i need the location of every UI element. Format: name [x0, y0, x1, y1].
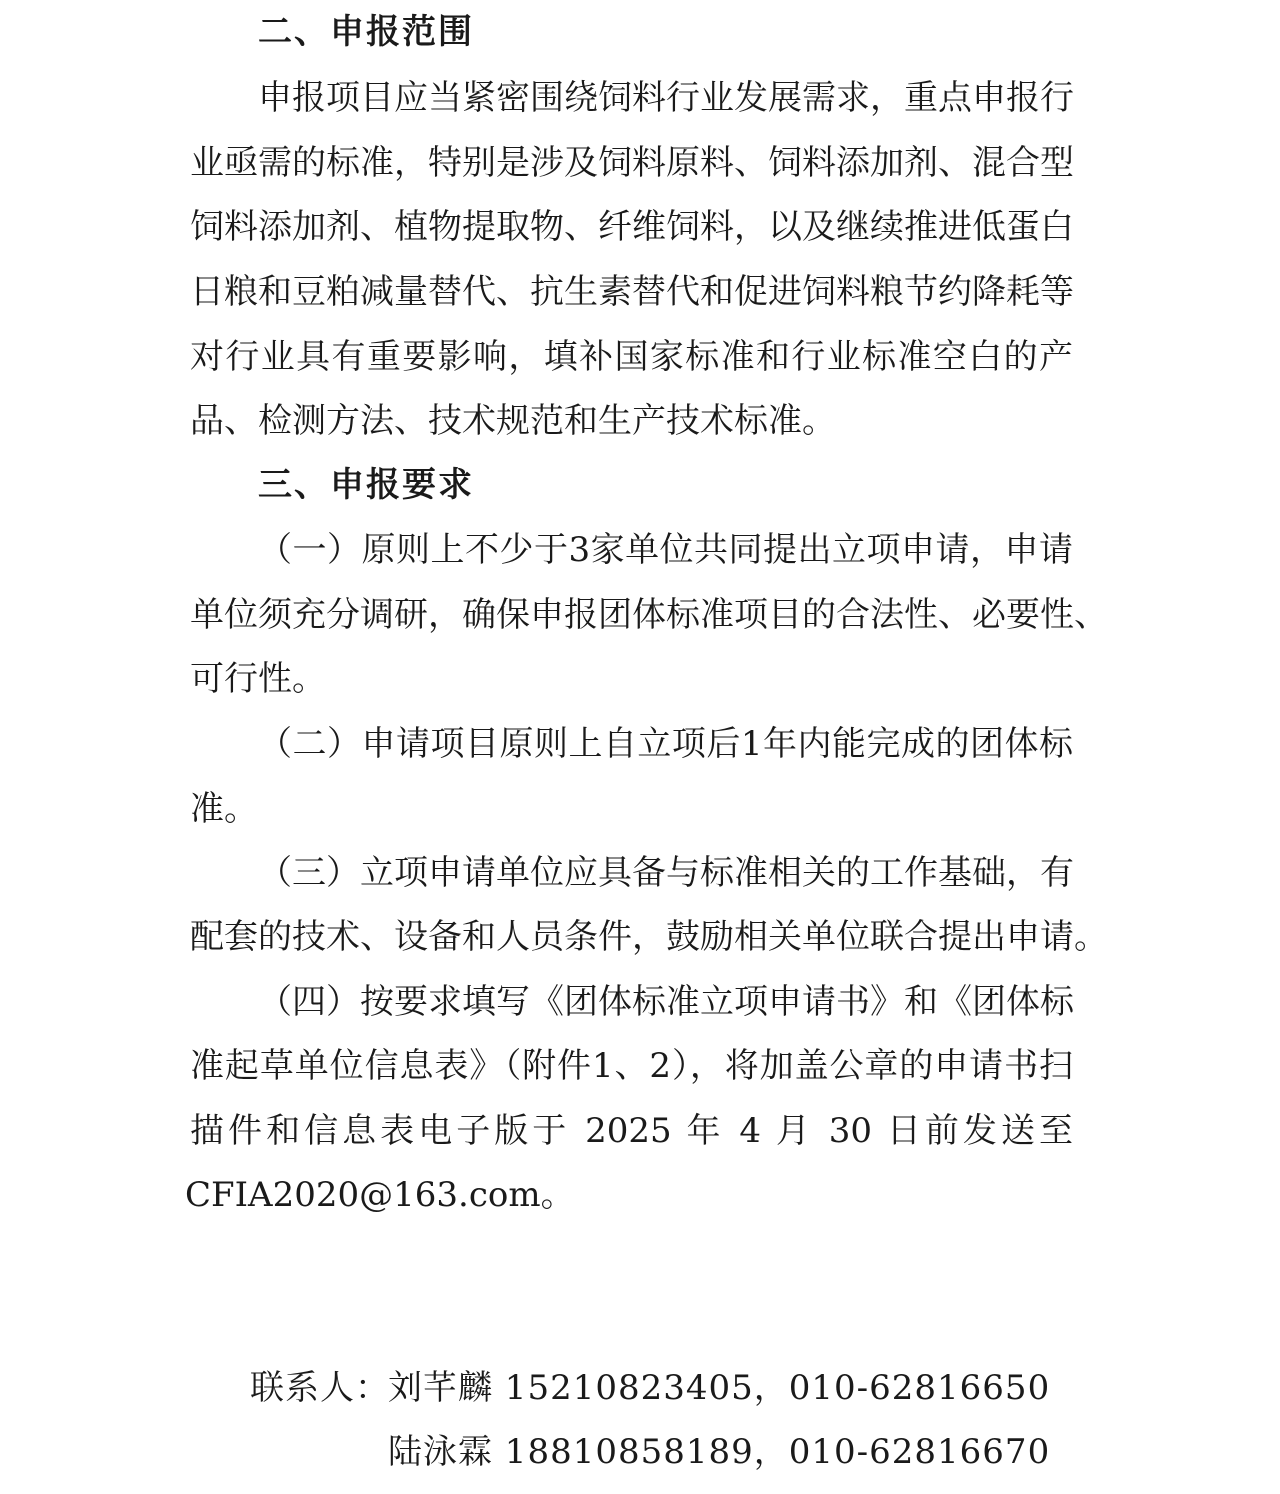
scope-line-6: 品、检测方法、技术规范和生产技术标准。	[190, 401, 836, 441]
requirement-3-line-1: （三）立项申请单位应具备与标准相关的工作基础，有	[258, 853, 1074, 893]
requirement-4-line-3: 描件和信息表电子版于 2025 年 4 月 30 日前发送至	[190, 1111, 1073, 1151]
scope-line-2: 业亟需的标准，特别是涉及饲料原料、饲料添加剂、混合型	[190, 143, 1074, 183]
requirement-3-line-2: 配套的技术、设备和人员条件，鼓励相关单位联合提出申请。	[190, 917, 1108, 957]
requirement-4-line-2: 准起草单位信息表》（附件1、2），将加盖公章的申请书扫	[190, 1046, 1073, 1086]
contact-label: 联系人：	[250, 1368, 390, 1408]
requirement-1-line-3: 可行性。	[190, 659, 326, 699]
requirement-1-line-1: （一）原则上不少于3家单位共同提出立项申请，申请	[258, 530, 1073, 570]
scope-line-4: 日粮和豆粕减量替代、抗生素替代和促进饲料粮节约降耗等	[190, 272, 1074, 312]
scope-line-1: 申报项目应当紧密围绕饲料行业发展需求，重点申报行	[258, 78, 1074, 118]
scope-line-5: 对行业具有重要影响，填补国家标准和行业标准空白的产	[190, 337, 1073, 377]
contact-person-2: 陆泳霖 18810858189，010-62816670	[388, 1432, 1051, 1472]
requirement-4-line-1: （四）按要求填写《团体标准立项申请书》和《团体标	[258, 982, 1074, 1022]
requirement-2-line-1: （二）申请项目原则上自立项后1年内能完成的团体标	[258, 724, 1073, 764]
requirement-2-line-2: 准。	[190, 789, 258, 829]
section-heading-scope: 二、申报范围	[258, 12, 474, 52]
scope-line-3: 饲料添加剂、植物提取物、纤维饲料，以及继续推进低蛋白	[190, 207, 1074, 247]
contact-person-1: 刘芊麟 15210823405，010-62816650	[388, 1368, 1051, 1408]
requirement-4-email: CFIA2020@163.com。	[185, 1175, 575, 1215]
requirement-1-line-2: 单位须充分调研，确保申报团体标准项目的合法性、必要性、	[190, 595, 1108, 635]
section-heading-requirements: 三、申报要求	[258, 465, 474, 505]
